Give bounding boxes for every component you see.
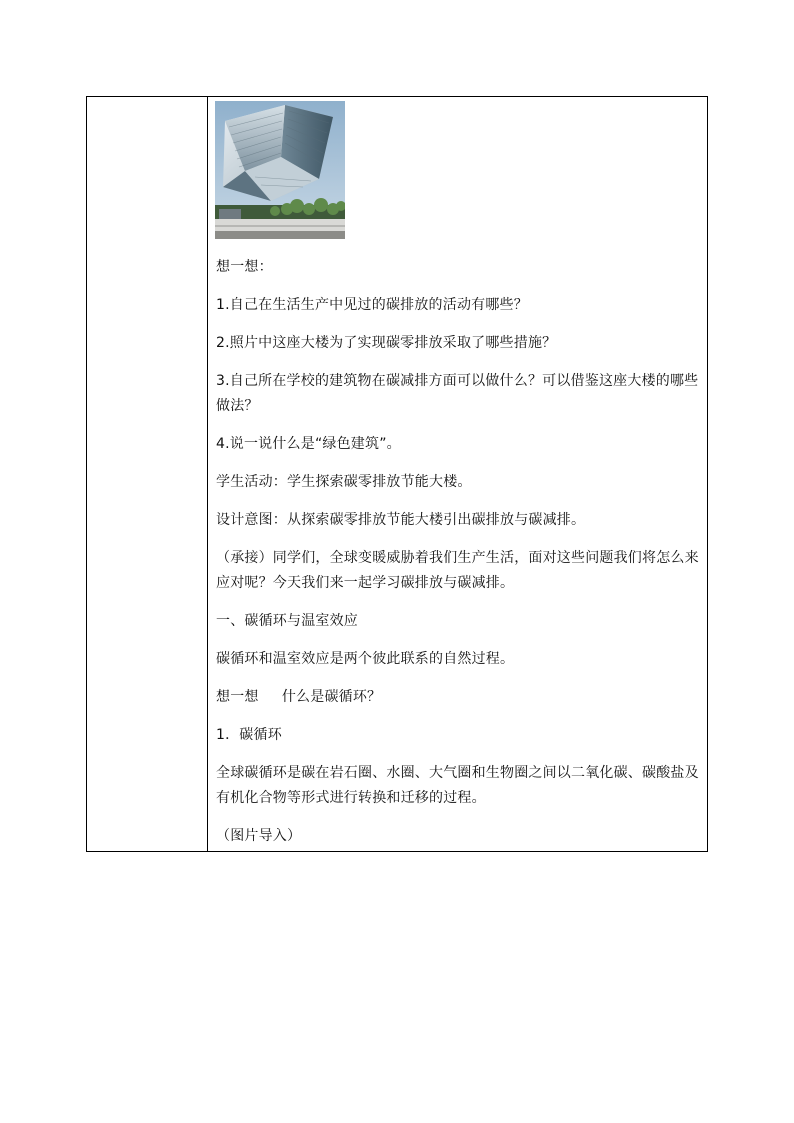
lesson-table <box>86 96 708 852</box>
student-activity: 学生活动：学生探索碳零排放节能大楼。 <box>216 474 472 490</box>
transition-paragraph: （承接）同学们，全球变暖威胁着我们生产生活，面对这些问题我们将怎么来应对呢？今天我们来一起学习碳排放与碳减排。 <box>216 550 699 591</box>
section-intro: 碳循环和温室效应是两个彼此联系的自然过程。 <box>216 651 515 667</box>
lesson-text <box>216 255 699 849</box>
design-intent: 设计意图：从探索碳零排放节能大楼引出碳排放与碳减排。 <box>216 512 586 528</box>
section-title: 一、碳循环与温室效应 <box>216 613 358 629</box>
zero-carbon-building-photo <box>215 101 345 239</box>
subsection-title: 1．碳循环 <box>216 727 282 743</box>
image-note: （图片导入） <box>216 828 302 844</box>
table-left-cell <box>87 97 208 851</box>
question-1: 1.自己在生活生产中见过的碳排放的活动有哪些？ <box>216 297 528 313</box>
question-2: 2.照片中这座大楼为了实现碳零排放采取了哪些措施？ <box>216 335 557 351</box>
carbon-cycle-definition: 全球碳循环是碳在岩石圈、水圈、大气圈和生物圈之间以二氧化碳、碳酸盐及有机化合物等形式进行转换和迁移的过程。 <box>216 765 699 806</box>
think-question: 想一想 什么是碳循环？ <box>216 689 382 705</box>
think-heading: 想一想： <box>216 259 273 275</box>
question-4: 4.说一说什么是“绿色建筑”。 <box>216 436 401 452</box>
question-3: 3.自己所在学校的建筑物在碳减排方面可以做什么？可以借鉴这座大楼的哪些做法？ <box>216 373 699 414</box>
table-right-cell <box>208 97 707 851</box>
